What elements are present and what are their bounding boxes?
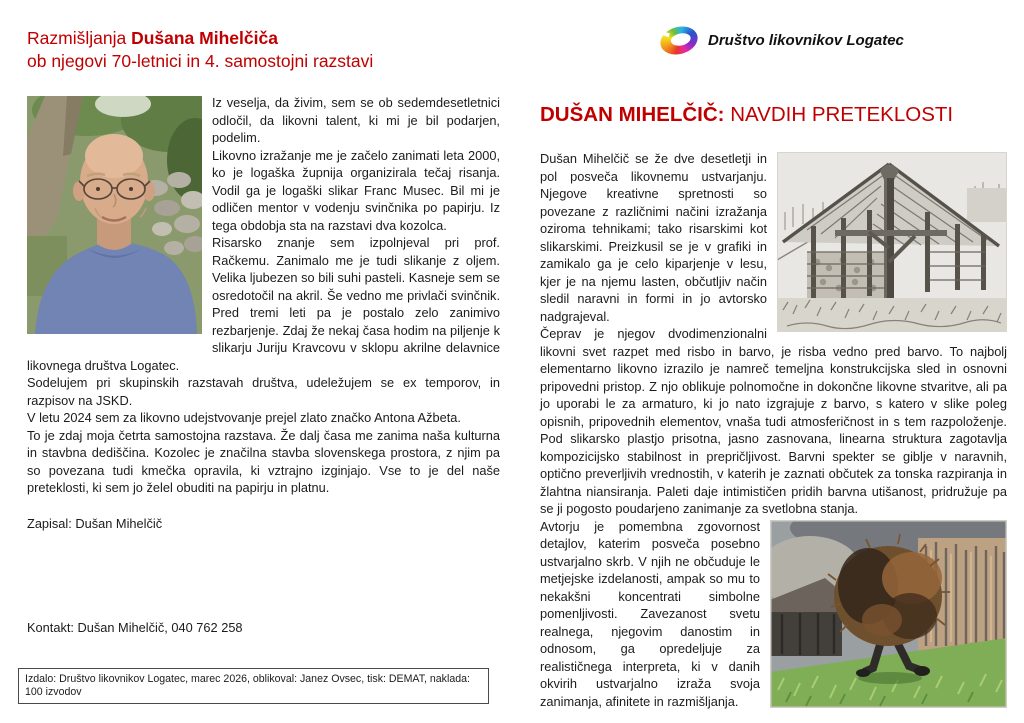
main-heading-name: DUŠAN MIHELČIČ: (540, 103, 725, 126)
kozolec-drawing-image (777, 152, 1007, 332)
right-page-body (540, 150, 1007, 710)
zapisal-line: Zapisal: Dušan Mihelčič (27, 515, 163, 531)
main-heading-rest: NAVDIH PRETEKLOSTI (724, 103, 954, 126)
portrait-photo (27, 96, 202, 334)
paragraph: Dušan Mihelčič se že dve desetletji in pol posveča likovnemu ustvarjanju. Njegove kreativne spretnosti so povezane z različnimi načini izražanja oziroma tehnikami; tako risarskimi kot slikarskimi. Preizkusil se je v grafiki in zamikalo ga je celo kiparjenje v lesu, kjer je na njemu lasten, občutljiv način sledil naravni in formi in jo avtorsko nadgrajeval. (540, 151, 767, 324)
paragraph: Sodelujem pri skupinskih razstavah društva, udeležujem se ex temporov, in razpisov na JSKD. (27, 375, 500, 408)
page-title-name: Dušana Mihelčiča (131, 28, 278, 48)
painting-image (770, 520, 1007, 708)
imprint-text: Izdalo: Društvo likovnikov Logatec, marec 2026, oblikoval: Janez Ovsec, tisk: DEMAT, naklada: 100 izvodov (25, 673, 470, 698)
paragraph: Likovno izražanje me je začelo zanimati leta 2000, ko je logaška župnija organizirala tečaj risanja. Vodil ga je logaški slikar Franc Musec. Bil mi je odličen mentor v vodenju svinčnika po papirju. Iz tega obdobja sta na razstavi dva kozolca. (212, 147, 500, 233)
left-page (27, 25, 500, 705)
right-page (540, 22, 1007, 716)
imprint-box (18, 668, 489, 704)
painting-image-art (770, 520, 1007, 708)
left-page-body (27, 94, 500, 532)
kozolec-drawing (777, 152, 1007, 332)
paragraph: To je zdaj moja četrta samostojna razstava. Že dalj časa me zanima naša kulturna in stavbna dediščina. Kozolec je značilna stavba slovenskega prostora, z njim pa so povezana tudi kmečka opravila, ki vztrajno izginjajo. Vse to je del naše preteklosti, ki sem jo želel obuditi na papirju in platnu. (27, 427, 500, 495)
logo-swirl-icon (657, 22, 701, 58)
portrait-photo-image (27, 96, 202, 334)
paragraph: V letu 2024 sem za likovno udejstvovanje prejel zlato značko Antona Ažbeta. (27, 410, 461, 425)
paragraph: Čeprav je njegov dvodimenzionalni likovni svet razpet med risbo in barvo, je risba vedno pred barvo. To najbolj elementarno likovno izrazilo je namreč temeljna konstrukcijska sled in osnovni pripovedni pristop. Z njo oblikuje polnomočne in dokončne likovne stvaritve, ali pa jo uporabi le za armaturo, ki jo nato izgrajuje z barvo, s katero v slike poleg opisnih, pripovednih elementov, vnaša tudi atmosferičnost in s tem razpoloženje. Pod slikarsko plastjo prisotna, jasno zasnovana, linearna struktura zagotavlja kompozicijsko stabilnost in prepričljivost. Barvni spekter se giblje v naravnih, optično preverljivih vrednostih, v katerih je zaznati občutek za tonska razpiranja in žlahtna niansiranja. Paleti daje intimističen pridih barvna utišanost, pridružuje pa se ji pogosto poudarjeno zanimanje za svetlobna stanja. (540, 326, 1007, 516)
logo-text: Društvo likovnikov Logatec (708, 31, 904, 49)
main-heading (540, 102, 1007, 128)
page-title-line2: ob njegovi 70-letnici in 4. samostojni razstavi (27, 51, 374, 71)
paragraph: Avtorju je pomembna zgovornost detajlov, katerim posveča posebno ustvarjalno skrb. V njih ne občuduje le metjejske izdelanosti, ampak so mu to nekakšni koncentrati simbolne pomenljivosti. Zavezanost svetu realnega, njegovim danostim in odnosom, ga opredeljuje za realističnega interpreta, ki v danih okvirih ustvarjalno izraža svoja zanimanja, afinitete in razmišljanja. (540, 518, 760, 709)
page-title-prefix: Razmišljanja (27, 28, 132, 48)
paragraph: Iz veselja, da živim, sem se ob sedemdesetletnici odločil, da likovni talent, ki mi je bil podarjen, podelim. (212, 95, 500, 145)
paragraph: Risarsko znanje sem izpolnjeval pri prof. Račkemu. Zanimalo me je tudi slikanje z oljem. Velika ljubezen so bili suhi pasteli. Kasneje sem se osredotočil na akril. Še vedno me privlači svinčnik. Pred tremi leti pa je postalo zelo zanimivo rezbarjenje. Zdaj že nekaj časa hodim na piljenje k slikarju Juriju Kravcovu v sklopu akrilne delavnice likovnega društva Logatec. (27, 235, 500, 373)
page-title (27, 27, 500, 73)
kontakt-line: Kontakt: Dušan Mihelčič, 040 762 258 (27, 620, 243, 635)
logo (660, 22, 1007, 58)
